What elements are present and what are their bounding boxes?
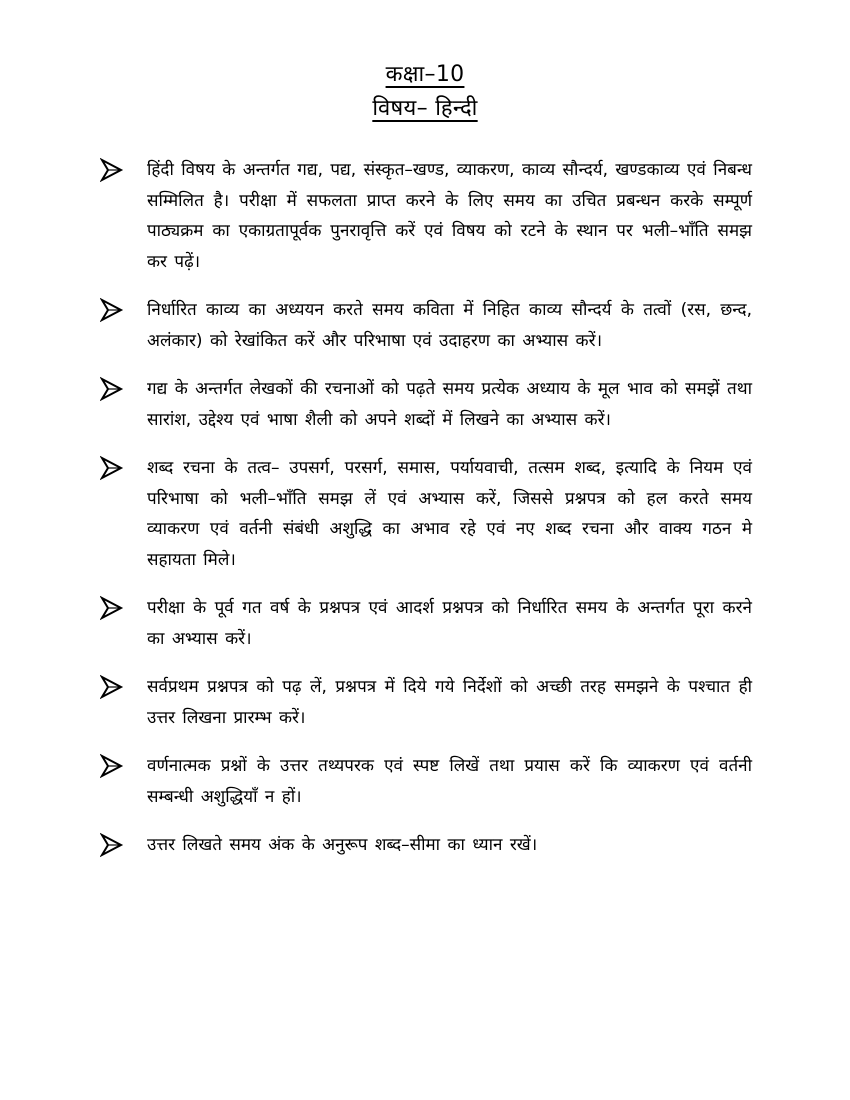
list-item-text: गद्य के अन्तर्गत लेखकों की रचनाओं को पढ़ते समय प्रत्येक अध्याय के मूल भाव को समझें तथा सारांश, उद्देश्य एवं भाषा शैली को अपने शब्दों में लिखने का अभ्यास करें।	[147, 379, 752, 430]
list-item	[100, 295, 752, 356]
list-item-text: हिंदी विषय के अन्तर्गत गद्य, पद्य, संस्कृत–खण्ड, व्याकरण, काव्य सौन्दर्य, खण्डकाव्य एवं निबन्ध सम्मिलित है। परीक्षा में सफलता प्राप्त करने के लिए समय का उचित प्रबन्धन करके सम्पूर्ण पाठ्यक्रम का एकाग्रतापूर्वक पुनरावृत्ति करें एवं विषय को रटने के स्थान पर भली–भाँति समझ कर पढ़ें।	[147, 160, 752, 272]
list-item	[100, 672, 752, 733]
list-item	[100, 751, 752, 812]
list-item-text: निर्धारित काव्य का अध्ययन करते समय कविता में निहित काव्य सौन्दर्य के तत्वों (रस, छन्द, अलंकार) को रेखांकित करें और परिभाषा एवं उदाहरण का अभ्यास करें।	[147, 300, 752, 351]
list-item	[100, 374, 752, 435]
subject-heading-text: विषय– हिन्दी	[372, 96, 478, 121]
arrowhead-bullet-icon	[100, 751, 124, 781]
list-item	[100, 830, 752, 861]
subject-heading	[0, 92, 850, 126]
arrowhead-bullet-icon	[100, 593, 124, 623]
list-item	[100, 155, 752, 277]
class-heading	[0, 58, 850, 92]
instruction-list	[100, 155, 752, 879]
list-item-text: शब्द रचना के तत्व– उपसर्ग, परसर्ग, समास, पर्यायवाची, तत्सम शब्द, इत्यादि के नियम एवं परिभाषा को भली–भाँति समझ लें एवं अभ्यास करें, जिससे प्रश्नपत्र को हल करते समय व्याकरण एवं वर्तनी संबंधी अशुद्धि का अभाव रहे एवं नए शब्द रचना और वाक्य गठन मे सहायता मिले।	[147, 458, 752, 570]
list-item	[100, 593, 752, 654]
list-item-text: उत्तर लिखते समय अंक के अनुरूप शब्द–सीमा का ध्यान रखें।	[147, 835, 538, 855]
arrowhead-bullet-icon	[100, 374, 124, 404]
list-item-text: वर्णनात्मक प्रश्नों के उत्तर तथ्यपरक एवं स्पष्ट लिखें तथा प्रयास करें कि व्याकरण एवं वर्तनी सम्बन्धी अशुद्धियाँ न हों।	[147, 756, 752, 807]
list-item	[100, 453, 752, 575]
arrowhead-bullet-icon	[100, 295, 124, 325]
class-heading-text: कक्षा–10	[385, 62, 465, 87]
list-item-text: सर्वप्रथम प्रश्नपत्र को पढ़ लें, प्रश्नपत्र में दिये गये निर्देशों को अच्छी तरह समझने के पश्चात ही उत्तर लिखना प्रारम्भ करें।	[147, 677, 752, 728]
arrowhead-bullet-icon	[100, 155, 124, 185]
arrowhead-bullet-icon	[100, 830, 124, 860]
list-item-text: परीक्षा के पूर्व गत वर्ष के प्रश्नपत्र एवं आदर्श प्रश्नपत्र को निर्धारित समय के अन्तर्गत पूरा करने का अभ्यास करें।	[147, 598, 752, 649]
arrowhead-bullet-icon	[100, 672, 124, 702]
title-block	[0, 58, 850, 126]
arrowhead-bullet-icon	[100, 453, 124, 483]
